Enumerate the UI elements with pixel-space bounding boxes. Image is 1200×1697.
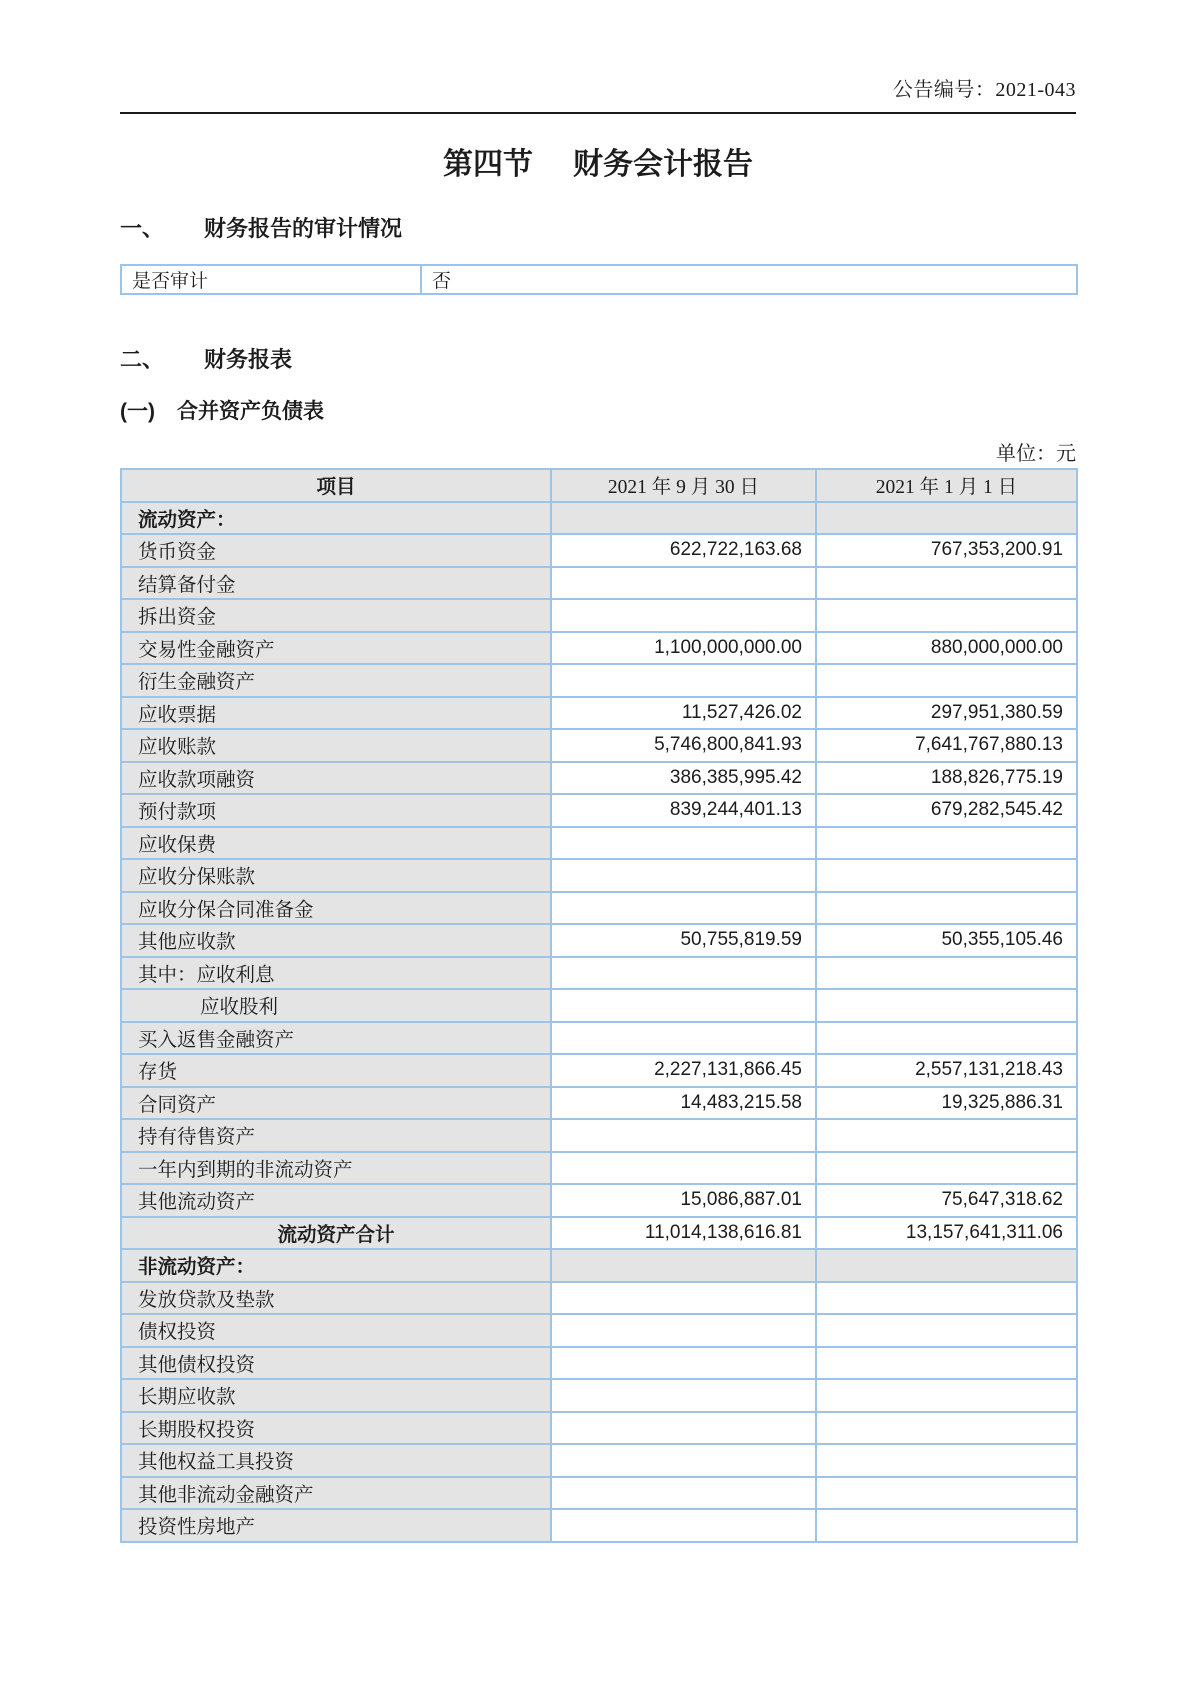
row-item-label: 应收账款 <box>121 729 551 762</box>
subsection-label: 合并资产负债表 <box>177 400 324 423</box>
table-row <box>121 1217 1077 1250</box>
row-value-2021-09-30: 5,746,800,841.93 <box>551 729 816 762</box>
table-row <box>121 1282 1077 1315</box>
row-item-label: 其中：应收利息 <box>121 957 551 990</box>
row-item-label: 长期股权投资 <box>121 1412 551 1445</box>
row-item-label: 债权投资 <box>121 1314 551 1347</box>
table-row <box>121 632 1077 665</box>
table-row <box>121 1119 1077 1152</box>
row-item-label: 应收票据 <box>121 697 551 730</box>
row-value-2021-01-01: 19,325,886.31 <box>816 1087 1077 1120</box>
audit-answer-value: 否 <box>421 265 1077 294</box>
row-value-2021-01-01 <box>816 567 1077 600</box>
row-value-2021-09-30 <box>551 1314 816 1347</box>
row-value-2021-01-01: 188,826,775.19 <box>816 762 1077 795</box>
row-value-2021-09-30: 11,527,426.02 <box>551 697 816 730</box>
row-value-2021-09-30 <box>551 1022 816 1055</box>
table-row <box>121 1152 1077 1185</box>
section-number: 二、 <box>120 347 165 372</box>
row-value-2021-09-30: 15,086,887.01 <box>551 1184 816 1217</box>
row-value-2021-01-01: 7,641,767,880.13 <box>816 729 1077 762</box>
row-item-label: 流动资产合计 <box>121 1217 551 1250</box>
table-row <box>121 729 1077 762</box>
row-value-2021-01-01: 679,282,545.42 <box>816 794 1077 827</box>
row-item-label: 存货 <box>121 1054 551 1087</box>
table-row <box>121 1314 1077 1347</box>
row-value-2021-09-30 <box>551 1119 816 1152</box>
row-item-label: 持有待售资产 <box>121 1119 551 1152</box>
table-row <box>121 762 1077 795</box>
section-heading-audit <box>120 216 1076 242</box>
row-value-2021-09-30 <box>551 989 816 1022</box>
row-value-2021-01-01 <box>816 1022 1077 1055</box>
row-value-2021-09-30: 2,227,131,866.45 <box>551 1054 816 1087</box>
section-label: 财务报告的审计情况 <box>204 216 403 241</box>
row-value-2021-01-01 <box>816 1509 1077 1542</box>
row-value-2021-01-01 <box>816 1347 1077 1380</box>
row-value-2021-09-30: 11,014,138,616.81 <box>551 1217 816 1250</box>
row-item-label: 应收股利 <box>121 989 551 1022</box>
row-value-2021-09-30: 14,483,215.58 <box>551 1087 816 1120</box>
section-number: 一、 <box>120 216 165 241</box>
subsection-heading-balance-sheet <box>120 399 1076 424</box>
row-value-2021-09-30 <box>551 1509 816 1542</box>
row-value-2021-09-30 <box>551 1152 816 1185</box>
table-row <box>121 1022 1077 1055</box>
row-value-2021-09-30 <box>551 1412 816 1445</box>
table-row <box>121 697 1077 730</box>
row-value-2021-01-01 <box>816 1412 1077 1445</box>
balance-sheet-header-row <box>121 469 1077 502</box>
row-value-2021-01-01: 75,647,318.62 <box>816 1184 1077 1217</box>
row-value-2021-09-30: 50,755,819.59 <box>551 924 816 957</box>
table-row <box>121 859 1077 892</box>
table-row <box>121 534 1077 567</box>
row-item-label: 长期应收款 <box>121 1379 551 1412</box>
table-row <box>121 1347 1077 1380</box>
audit-table <box>120 264 1078 295</box>
row-value-2021-09-30 <box>551 859 816 892</box>
column-header-2021-09-30: 2021 年 9 月 30 日 <box>551 469 816 502</box>
row-value-2021-09-30 <box>551 502 816 535</box>
row-value-2021-01-01: 2,557,131,218.43 <box>816 1054 1077 1087</box>
table-row <box>121 794 1077 827</box>
table-row <box>121 989 1077 1022</box>
row-item-label: 结算备付金 <box>121 567 551 600</box>
row-value-2021-01-01 <box>816 957 1077 990</box>
row-item-label: 一年内到期的非流动资产 <box>121 1152 551 1185</box>
table-row <box>121 1444 1077 1477</box>
table-row <box>121 1184 1077 1217</box>
header-rule <box>120 112 1076 114</box>
row-item-label: 其他应收款 <box>121 924 551 957</box>
row-value-2021-01-01 <box>816 1379 1077 1412</box>
table-row <box>121 567 1077 600</box>
row-value-2021-01-01: 50,355,105.46 <box>816 924 1077 957</box>
row-value-2021-01-01: 13,157,641,311.06 <box>816 1217 1077 1250</box>
row-item-label: 应收分保账款 <box>121 859 551 892</box>
row-value-2021-01-01 <box>816 1152 1077 1185</box>
row-value-2021-01-01 <box>816 859 1077 892</box>
row-item-label: 应收款项融资 <box>121 762 551 795</box>
row-value-2021-01-01 <box>816 892 1077 925</box>
row-item-label: 投资性房地产 <box>121 1509 551 1542</box>
row-value-2021-01-01: 880,000,000.00 <box>816 632 1077 665</box>
row-item-label: 预付款项 <box>121 794 551 827</box>
table-row <box>121 599 1077 632</box>
row-value-2021-09-30 <box>551 957 816 990</box>
row-value-2021-01-01 <box>816 989 1077 1022</box>
row-value-2021-01-01 <box>816 1249 1077 1282</box>
column-header-item: 项目 <box>121 469 551 502</box>
row-value-2021-01-01 <box>816 599 1077 632</box>
row-item-label: 应收保费 <box>121 827 551 860</box>
row-value-2021-01-01: 297,951,380.59 <box>816 697 1077 730</box>
row-item-label: 货币资金 <box>121 534 551 567</box>
table-row <box>121 892 1077 925</box>
row-value-2021-09-30 <box>551 1347 816 1380</box>
table-row <box>121 1412 1077 1445</box>
table-row <box>121 924 1077 957</box>
row-value-2021-01-01: 767,353,200.91 <box>816 534 1077 567</box>
row-value-2021-09-30 <box>551 664 816 697</box>
row-value-2021-09-30: 839,244,401.13 <box>551 794 816 827</box>
row-item-label: 其他非流动金融资产 <box>121 1477 551 1510</box>
table-row <box>121 1379 1077 1412</box>
row-item-label: 应收分保合同准备金 <box>121 892 551 925</box>
row-value-2021-09-30 <box>551 1444 816 1477</box>
row-item-label: 衍生金融资产 <box>121 664 551 697</box>
row-value-2021-09-30 <box>551 892 816 925</box>
row-item-label: 其他债权投资 <box>121 1347 551 1380</box>
table-row <box>121 1509 1077 1542</box>
row-item-label: 其他流动资产 <box>121 1184 551 1217</box>
page-title <box>120 148 1076 182</box>
row-value-2021-01-01 <box>816 1444 1077 1477</box>
row-value-2021-01-01 <box>816 827 1077 860</box>
announcement-number: 公告编号：2021-043 <box>892 79 1076 101</box>
column-header-2021-01-01: 2021 年 1 月 1 日 <box>816 469 1077 502</box>
unit-label: 单位：元 <box>996 443 1076 465</box>
audit-table-row <box>121 265 1077 294</box>
row-value-2021-09-30 <box>551 1249 816 1282</box>
row-value-2021-01-01 <box>816 664 1077 697</box>
audit-question-label: 是否审计 <box>121 265 421 294</box>
table-row <box>121 664 1077 697</box>
row-item-label: 合同资产 <box>121 1087 551 1120</box>
row-value-2021-09-30 <box>551 1477 816 1510</box>
row-value-2021-01-01 <box>816 502 1077 535</box>
row-value-2021-09-30 <box>551 827 816 860</box>
row-item-label: 其他权益工具投资 <box>121 1444 551 1477</box>
table-row <box>121 1249 1077 1282</box>
row-value-2021-09-30: 1,100,000,000.00 <box>551 632 816 665</box>
row-value-2021-09-30: 386,385,995.42 <box>551 762 816 795</box>
row-item-label: 流动资产： <box>121 502 551 535</box>
row-item-label: 买入返售金融资产 <box>121 1022 551 1055</box>
table-row <box>121 1054 1077 1087</box>
table-row <box>121 827 1077 860</box>
table-row <box>121 1477 1077 1510</box>
page-title-text: 财务会计报告 <box>573 148 753 181</box>
section-label: 财务报表 <box>204 347 293 372</box>
section-heading-statements <box>120 347 1076 373</box>
subsection-number: (一) <box>120 400 155 423</box>
row-value-2021-09-30 <box>551 599 816 632</box>
row-value-2021-09-30 <box>551 1379 816 1412</box>
row-value-2021-09-30 <box>551 567 816 600</box>
page-title-section-number: 第四节 <box>443 148 533 181</box>
table-row <box>121 957 1077 990</box>
row-item-label: 拆出资金 <box>121 599 551 632</box>
row-value-2021-09-30: 622,722,163.68 <box>551 534 816 567</box>
row-value-2021-01-01 <box>816 1477 1077 1510</box>
row-item-label: 非流动资产： <box>121 1249 551 1282</box>
table-row <box>121 502 1077 535</box>
row-value-2021-09-30 <box>551 1282 816 1315</box>
row-value-2021-01-01 <box>816 1119 1077 1152</box>
table-row <box>121 1087 1077 1120</box>
row-item-label: 交易性金融资产 <box>121 632 551 665</box>
row-value-2021-01-01 <box>816 1314 1077 1347</box>
balance-sheet-table <box>120 468 1078 1543</box>
row-item-label: 发放贷款及垫款 <box>121 1282 551 1315</box>
row-value-2021-01-01 <box>816 1282 1077 1315</box>
